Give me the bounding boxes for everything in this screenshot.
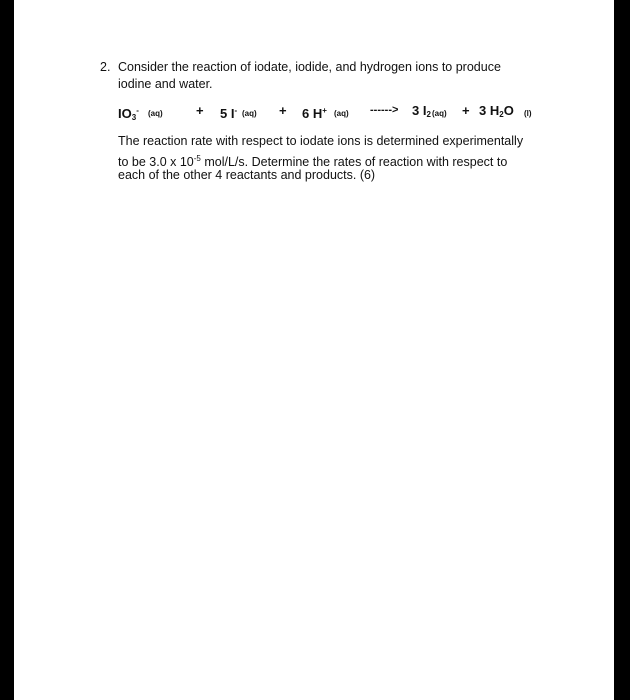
iodine-state: (aq) <box>432 109 447 118</box>
question-number: 2. <box>100 60 111 74</box>
water-state: (l) <box>524 109 532 118</box>
plus-sign-3: + <box>462 103 470 118</box>
plus-sign-1: + <box>196 103 204 118</box>
chemical-equation <box>118 102 578 124</box>
question-line-1: Consider the reaction of iodate, iodide, and hydrogen ions to produce <box>118 60 501 74</box>
water-term: 3 $H_2O$ <box>479 103 514 119</box>
question-body <box>118 133 568 184</box>
body-line-2: to be 3.0 x $10^{-5}$ mol/L/s. Determine the rates of reaction with respect to <box>118 154 508 169</box>
reaction-arrow: ------> <box>370 104 399 116</box>
hydrogen-term: 6 H+ <box>302 106 327 121</box>
question-prompt <box>118 59 548 93</box>
body-line-1: The reaction rate with respect to iodate ions is determined experimentally <box>118 134 524 148</box>
body-line-3: each of the other 4 reactants and products. (6) <box>118 168 376 182</box>
plus-sign-2: + <box>279 103 287 118</box>
iodate-term: $IO_3^-$ <box>118 106 139 122</box>
iodate-state: (aq) <box>148 109 163 118</box>
question-line-2: iodine and water. <box>118 77 213 91</box>
document-page <box>14 0 614 700</box>
iodide-state: (aq) <box>242 109 257 118</box>
iodine-term: 3 $I_2$ <box>412 103 431 119</box>
hydrogen-state: (aq) <box>334 109 349 118</box>
iodide-term: 5 I- <box>220 106 238 121</box>
